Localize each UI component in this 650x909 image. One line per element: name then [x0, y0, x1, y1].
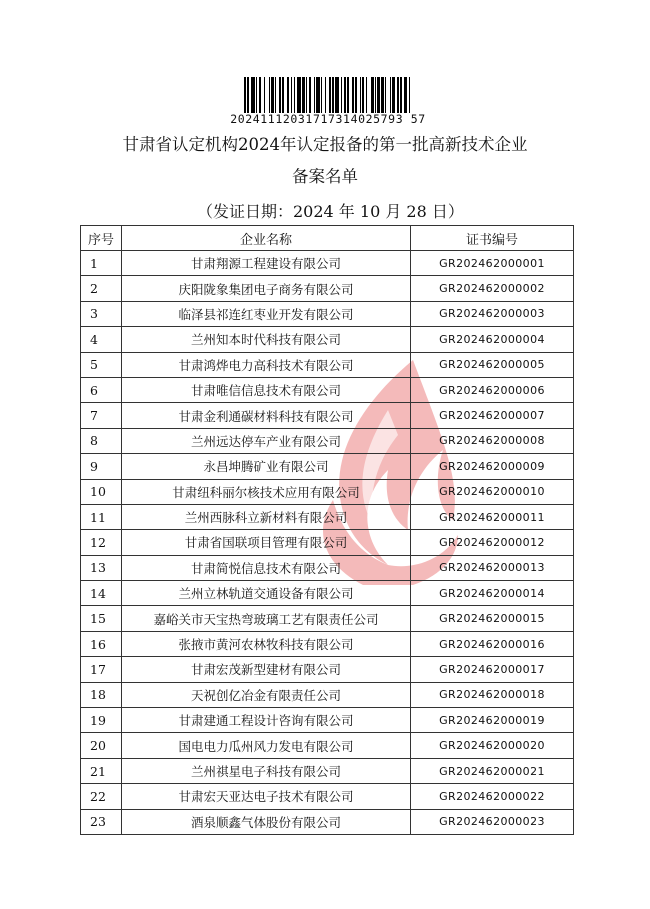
header-index: 序号	[81, 226, 122, 251]
table-row	[81, 631, 574, 656]
row-index: 3	[81, 301, 122, 326]
barcode-block	[133, 77, 523, 126]
company-name: 甘肃简悦信息技术有限公司	[122, 555, 411, 580]
certificate-number: GR202462000001	[411, 251, 574, 276]
certificate-number: GR202462000005	[411, 352, 574, 377]
row-index: 14	[81, 581, 122, 606]
table-row	[81, 276, 574, 301]
row-index: 7	[81, 403, 122, 428]
company-name: 兰州远达停车产业有限公司	[122, 428, 411, 453]
enterprise-table	[80, 225, 574, 835]
table-row	[81, 403, 574, 428]
table-row	[81, 708, 574, 733]
certificate-number: GR202462000015	[411, 606, 574, 631]
row-index: 4	[81, 327, 122, 352]
row-index: 8	[81, 428, 122, 453]
header-certificate-number: 证书编号	[411, 226, 574, 251]
certificate-number: GR202462000012	[411, 530, 574, 555]
row-index: 6	[81, 377, 122, 402]
table-row	[81, 809, 574, 834]
company-name: 甘肃纽科丽尔核技术应用有限公司	[122, 479, 411, 504]
table-row	[81, 581, 574, 606]
certificate-number: GR202462000010	[411, 479, 574, 504]
company-name: 永昌坤腾矿业有限公司	[122, 454, 411, 479]
company-name: 兰州立林轨道交通设备有限公司	[122, 581, 411, 606]
row-index: 16	[81, 631, 122, 656]
certificate-number: GR202462000013	[411, 555, 574, 580]
row-index: 11	[81, 504, 122, 529]
company-name: 甘肃宏茂新型建材有限公司	[122, 657, 411, 682]
table-row	[81, 479, 574, 504]
company-name: 甘肃唯信信息技术有限公司	[122, 377, 411, 402]
table-row	[81, 784, 574, 809]
row-index: 18	[81, 682, 122, 707]
row-index: 12	[81, 530, 122, 555]
row-index: 9	[81, 454, 122, 479]
table-row	[81, 352, 574, 377]
company-name: 甘肃建通工程设计咨询有限公司	[122, 708, 411, 733]
company-name: 临泽县祁连红枣业开发有限公司	[122, 301, 411, 326]
header-company-name: 企业名称	[122, 226, 411, 251]
row-index: 22	[81, 784, 122, 809]
table-row	[81, 428, 574, 453]
row-index: 19	[81, 708, 122, 733]
table-row	[81, 555, 574, 580]
certificate-number: GR202462000004	[411, 327, 574, 352]
row-index: 1	[81, 251, 122, 276]
certificate-number: GR202462000017	[411, 657, 574, 682]
company-name: 甘肃金利通碳材料科技有限公司	[122, 403, 411, 428]
table-row	[81, 327, 574, 352]
certificate-number: GR202462000009	[411, 454, 574, 479]
certificate-number: GR202462000011	[411, 504, 574, 529]
table-row	[81, 251, 574, 276]
certificate-number: GR202462000006	[411, 377, 574, 402]
table-row	[81, 454, 574, 479]
row-index: 5	[81, 352, 122, 377]
certificate-number: GR202462000007	[411, 403, 574, 428]
certificate-number: GR202462000008	[411, 428, 574, 453]
row-index: 2	[81, 276, 122, 301]
company-name: 兰州祺星电子科技有限公司	[122, 758, 411, 783]
table-row	[81, 504, 574, 529]
company-name: 国电电力瓜州风力发电有限公司	[122, 733, 411, 758]
certificate-number: GR202462000021	[411, 758, 574, 783]
issue-date: （发证日期：2024 年 10 月 28 日）	[197, 202, 464, 221]
document-subtitle: 备案名单	[292, 167, 358, 186]
document-title: 甘肃省认定机构2024年认定报备的第一批高新技术企业	[122, 135, 528, 154]
table-row	[81, 606, 574, 631]
table-row	[81, 530, 574, 555]
company-name: 甘肃鸿烨电力高科技术有限公司	[122, 352, 411, 377]
barcode-image	[133, 77, 523, 113]
company-name: 甘肃翔源工程建设有限公司	[122, 251, 411, 276]
row-index: 20	[81, 733, 122, 758]
company-name: 甘肃省国联项目管理有限公司	[122, 530, 411, 555]
barcode-number: 20241112031717314025793 57	[230, 112, 426, 126]
certificate-number: GR202462000016	[411, 631, 574, 656]
certificate-number: GR202462000020	[411, 733, 574, 758]
table-row	[81, 301, 574, 326]
table-header-row	[81, 226, 574, 251]
table-row	[81, 377, 574, 402]
company-name: 庆阳陇象集团电子商务有限公司	[122, 276, 411, 301]
company-name: 兰州知本时代科技有限公司	[122, 327, 411, 352]
table-row	[81, 657, 574, 682]
company-name: 嘉峪关市天宝热弯玻璃工艺有限责任公司	[122, 606, 411, 631]
certificate-number: GR202462000002	[411, 276, 574, 301]
certificate-number: GR202462000019	[411, 708, 574, 733]
certificate-number: GR202462000022	[411, 784, 574, 809]
row-index: 13	[81, 555, 122, 580]
certificate-number: GR202462000003	[411, 301, 574, 326]
table-row	[81, 733, 574, 758]
certificate-number: GR202462000023	[411, 809, 574, 834]
row-index: 15	[81, 606, 122, 631]
company-name: 酒泉顺鑫气体股份有限公司	[122, 809, 411, 834]
company-name: 天祝创亿冶金有限责任公司	[122, 682, 411, 707]
table-row	[81, 758, 574, 783]
certificate-number: GR202462000014	[411, 581, 574, 606]
company-name: 张掖市黄河农林牧科技有限公司	[122, 631, 411, 656]
table-row	[81, 682, 574, 707]
company-name: 甘肃宏天亚达电子技术有限公司	[122, 784, 411, 809]
row-index: 23	[81, 809, 122, 834]
row-index: 21	[81, 758, 122, 783]
company-name: 兰州西脉科立新材料有限公司	[122, 504, 411, 529]
row-index: 10	[81, 479, 122, 504]
row-index: 17	[81, 657, 122, 682]
certificate-number: GR202462000018	[411, 682, 574, 707]
